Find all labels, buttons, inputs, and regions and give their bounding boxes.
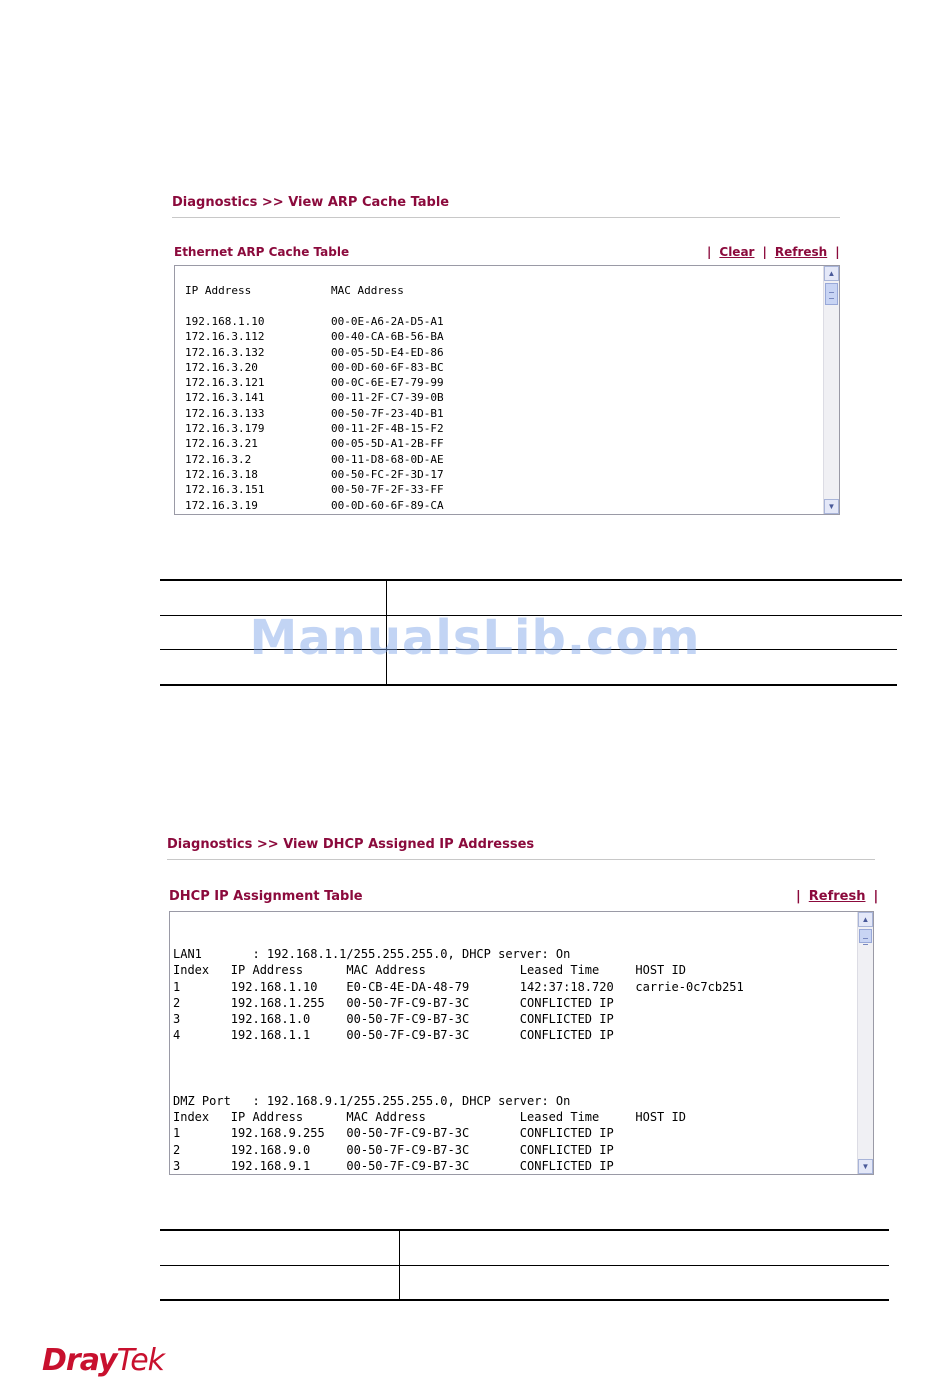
table-row: 3 192.168.9.1 00-50-7F-C9-B7-3C CONFLICTED IP (173, 1158, 614, 1173)
arp-mac-cell: 00-11-2F-C7-39-0B (331, 391, 444, 405)
arp-ip-cell: 172.16.3.19 (185, 498, 258, 512)
table-top-rule (160, 1229, 889, 1231)
dhcp-scrollbar[interactable] (857, 912, 873, 1174)
arp-mac-cell: 00-05-5D-E4-ED-86 (331, 345, 444, 359)
arp-mac-cell: 00-05-5D-A1-2B-FF (331, 437, 444, 451)
arp-mac-cell: 00-50-FC-2F-3D-17 (331, 467, 444, 481)
arp-ip-cell: 172.16.3.112 (185, 330, 265, 344)
watermark: ManualsLib.com (249, 610, 701, 666)
arp-ip-cell: 172.16.3.179 (185, 422, 265, 436)
table-row: 1 192.168.1.10 E0-CB-4E-DA-48-79 142:37:18.720 carrie-0c7cb251 (173, 979, 744, 994)
arp-mac-cell: 00-40-CA-6B-56-BA (331, 330, 444, 344)
table-row (185, 314, 444, 329)
scroll-up-icon[interactable]: ▲ (824, 266, 839, 281)
table-column-rule (399, 1231, 400, 1300)
arp-ip-cell: 172.16.3.141 (185, 391, 265, 405)
arp-links: | Clear | Refresh | (707, 245, 840, 259)
arp-ip-cell: 172.16.3.18 (185, 467, 258, 481)
dhcp-section-title: DMZ Port : 192.168.9.1/255.255.255.0, DHCP server: On (173, 1093, 571, 1108)
dhcp-divider (167, 859, 875, 860)
dhcp-breadcrumb: Diagnostics >> View DHCP Assigned IP Addresses (167, 837, 535, 852)
scroll-up-icon[interactable]: ▲ (858, 912, 873, 927)
arp-mac-cell: 00-11-D8-68-0D-AE (331, 452, 444, 466)
table-row: 2 192.168.1.255 00-50-7F-C9-B7-3C CONFLICTED IP (173, 995, 614, 1010)
arp-mac-cell: 00-50-7F-2F-33-FF (331, 483, 444, 497)
arp-table-title: Ethernet ARP Cache Table (174, 245, 350, 259)
table-bottom-rule (160, 684, 897, 686)
table-row: 1 192.168.9.255 00-50-7F-C9-B7-3C CONFLICTED IP (173, 1126, 614, 1141)
table-row: 2 192.168.9.0 00-50-7F-C9-B7-3C CONFLICTED IP (173, 1142, 614, 1157)
table-row (185, 329, 444, 344)
arp-header-row (185, 283, 404, 298)
logo-text-tek: Tek (116, 1343, 165, 1378)
table-row (185, 436, 444, 451)
table-row (185, 482, 444, 497)
table-row (185, 406, 444, 421)
spacer (173, 1044, 744, 1060)
dhcp-table-title: DHCP IP Assignment Table (169, 889, 363, 904)
scroll-thumb[interactable] (859, 929, 872, 943)
arp-ip-cell: 172.16.3.132 (185, 345, 265, 359)
draytek-logo (42, 1343, 164, 1378)
arp-cache-textarea[interactable] (174, 265, 840, 515)
arp-mac-cell: 00-0E-A6-2A-D5-A1 (331, 315, 444, 328)
table-row (185, 360, 444, 375)
arp-header-mac: MAC Address (331, 284, 404, 297)
spacer (173, 1060, 744, 1076)
scroll-down-icon[interactable]: ▼ (858, 1159, 873, 1174)
table-row (185, 452, 444, 467)
scroll-thumb[interactable] (825, 283, 838, 305)
arp-ip-cell: 172.16.3.21 (185, 437, 258, 451)
dhcp-content (173, 946, 744, 1174)
refresh-link[interactable]: Refresh (774, 245, 828, 259)
table-row (185, 467, 444, 482)
table-row (185, 375, 444, 390)
table-row (185, 498, 444, 513)
table-top-rule (160, 579, 902, 581)
table-bottom-rule (160, 1299, 889, 1301)
table-row: 4 192.168.1.1 00-50-7F-C9-B7-3C CONFLICTED IP (173, 1028, 614, 1043)
arp-scrollbar[interactable] (823, 266, 839, 514)
arp-rows (185, 314, 444, 513)
arp-ip-cell: 172.16.3.2 (185, 452, 252, 466)
table-row (185, 421, 444, 436)
table-row-rule (160, 1265, 889, 1266)
dhcp-header-row: Index IP Address MAC Address Leased Time HOST ID (173, 963, 686, 978)
arp-breadcrumb: Diagnostics >> View ARP Cache Table (172, 195, 450, 210)
arp-mac-cell: 00-0C-6E-E7-79-99 (331, 376, 444, 390)
arp-ip-cell: 172.16.3.20 (185, 360, 258, 374)
dhcp-section-title: LAN1 : 192.168.1.1/255.255.255.0, DHCP server: On (173, 947, 571, 961)
arp-mac-cell: 00-0D-60-6F-89-CA (331, 498, 444, 512)
scroll-down-icon[interactable]: ▼ (824, 499, 839, 514)
dhcp-header-row: Index IP Address MAC Address Leased Time HOST ID (173, 1109, 686, 1124)
table-row: 3 192.168.1.0 00-50-7F-C9-B7-3C CONFLICTED IP (173, 1012, 614, 1027)
arp-mac-cell: 00-11-2F-4B-15-F2 (331, 422, 444, 436)
arp-ip-cell: 172.16.3.151 (185, 483, 265, 497)
arp-ip-cell: 172.16.3.133 (185, 406, 265, 420)
refresh-link[interactable]: Refresh (808, 889, 866, 904)
logo-text-dray: Dray (42, 1343, 117, 1378)
arp-ip-cell: 192.168.1.10 (185, 315, 265, 328)
dhcp-links: | Refresh | (796, 889, 879, 904)
arp-header-ip: IP Address (185, 284, 252, 297)
arp-mac-cell: 00-50-7F-23-4D-B1 (331, 406, 444, 420)
dhcp-assignment-textarea[interactable] (169, 911, 874, 1175)
table-row (185, 390, 444, 405)
arp-ip-cell: 172.16.3.121 (185, 376, 265, 390)
arp-divider (172, 217, 840, 218)
clear-link[interactable]: Clear (719, 245, 755, 259)
spacer (173, 1076, 744, 1092)
table-row (185, 345, 444, 360)
arp-mac-cell: 00-0D-60-6F-83-BC (331, 360, 444, 374)
